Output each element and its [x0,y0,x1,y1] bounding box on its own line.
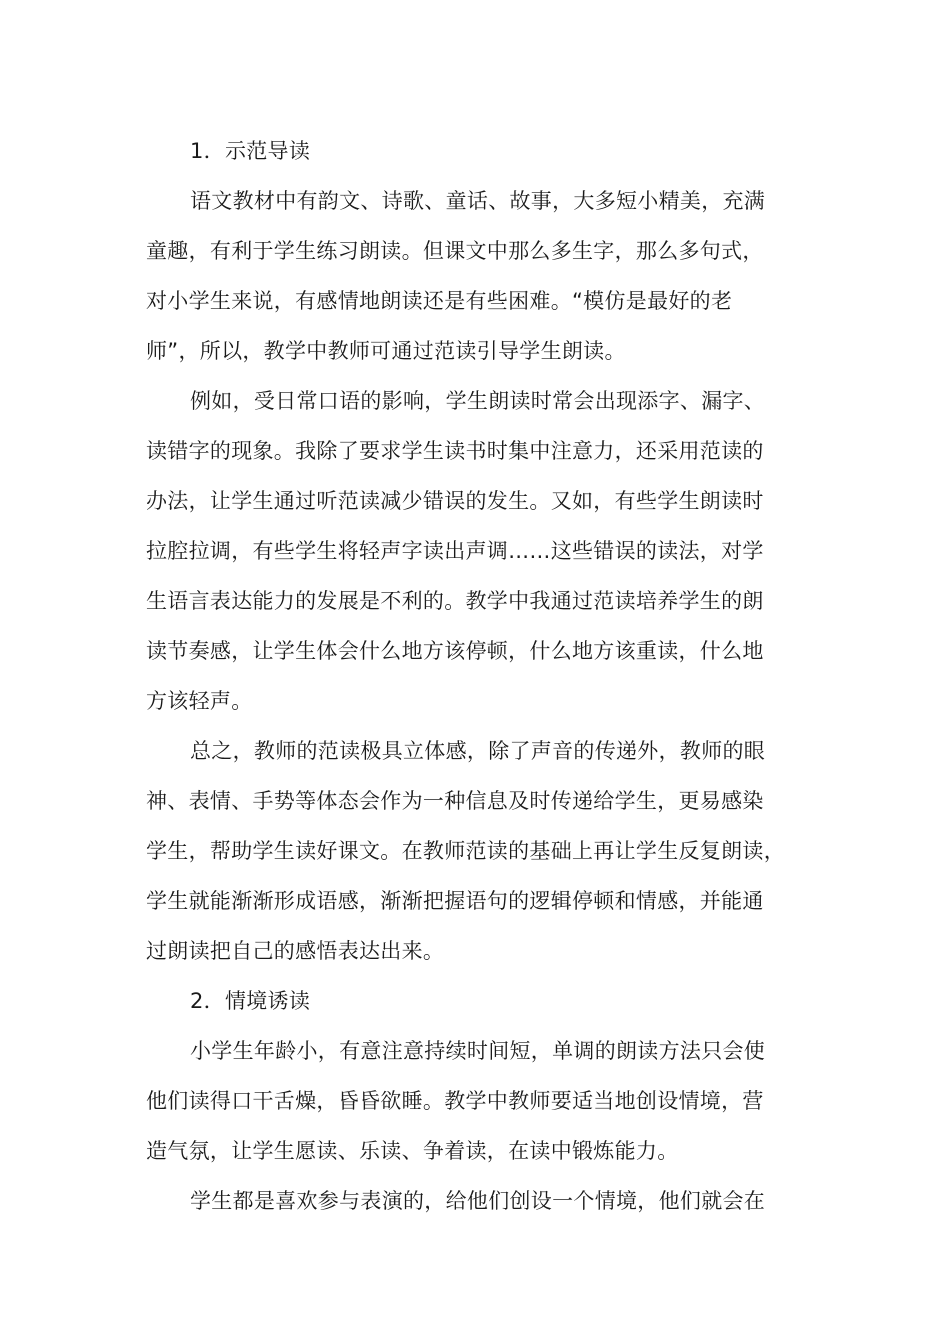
text-line: 语文教材中有韵文、诗歌、童话、故事，大多短小精美，充满 [190,189,766,213]
section-heading-2: 2．情境诱读 [190,989,311,1013]
text-line: 他们读得口干舌燥，昏昏欲睡。教学中教师要适当地创设情境，营 [146,1089,764,1113]
text-line: 拉腔拉调，有些学生将轻声字读出声调……这些错误的读法，对学 [146,539,764,563]
text-line: 读节奏感，让学生体会什么地方该停顿，什么地方该重读，什么地 [146,639,764,663]
text-line: 学生，帮助学生读好课文。在教师范读的基础上再让学生反复朗读， [146,839,785,863]
text-line: 童趣，有利于学生练习朗读。但课文中那么多生字，那么多句式， [146,239,764,263]
text-line: 总之，教师的范读极具立体感，除了声音的传递外，教师的眼 [190,739,766,763]
text-line: 例如，受日常口语的影响，学生朗读时常会出现添字、漏字、 [190,389,766,413]
text-line: 神、表情、手势等体态会作为一种信息及时传递给学生，更易感染 [146,789,764,813]
text-line: 造气氛，让学生愿读、乐读、争着读，在读中锻炼能力。 [146,1139,679,1163]
paragraph-1 [146,176,810,376]
paragraph-3 [146,726,810,976]
text-line: 师”，所以，教学中教师可通过范读引导学生朗读。 [146,339,626,363]
text-line: 学生就能渐渐形成语感，渐渐把握语句的逻辑停顿和情感，并能通 [146,889,764,913]
section-heading-1: 1．示范导读 [190,139,311,163]
text-line: 方该轻声。 [146,689,253,713]
document-body [146,126,810,1226]
text-line: 小学生年龄小，有意注意持续时间短，单调的朗读方法只会使 [190,1039,766,1063]
text-line: 对小学生来说，有感情地朗读还是有些困难。“模仿是最好的老 [146,289,733,313]
paragraph-2 [146,376,810,726]
text-line: 办法，让学生通过听范读减少错误的发生。又如，有些学生朗读时 [146,489,764,513]
text-line: 学生都是喜欢参与表演的，给他们创设一个情境，他们就会在 [190,1189,766,1213]
text-line: 生语言表达能力的发展是不利的。教学中我通过范读培养学生的朗 [146,589,764,613]
text-line: 过朗读把自己的感悟表达出来。 [146,939,445,963]
text-line: 读错字的现象。我除了要求学生读书时集中注意力，还采用范读的 [146,439,764,463]
paragraph-4 [146,1026,810,1176]
paragraph-5 [146,1176,810,1226]
